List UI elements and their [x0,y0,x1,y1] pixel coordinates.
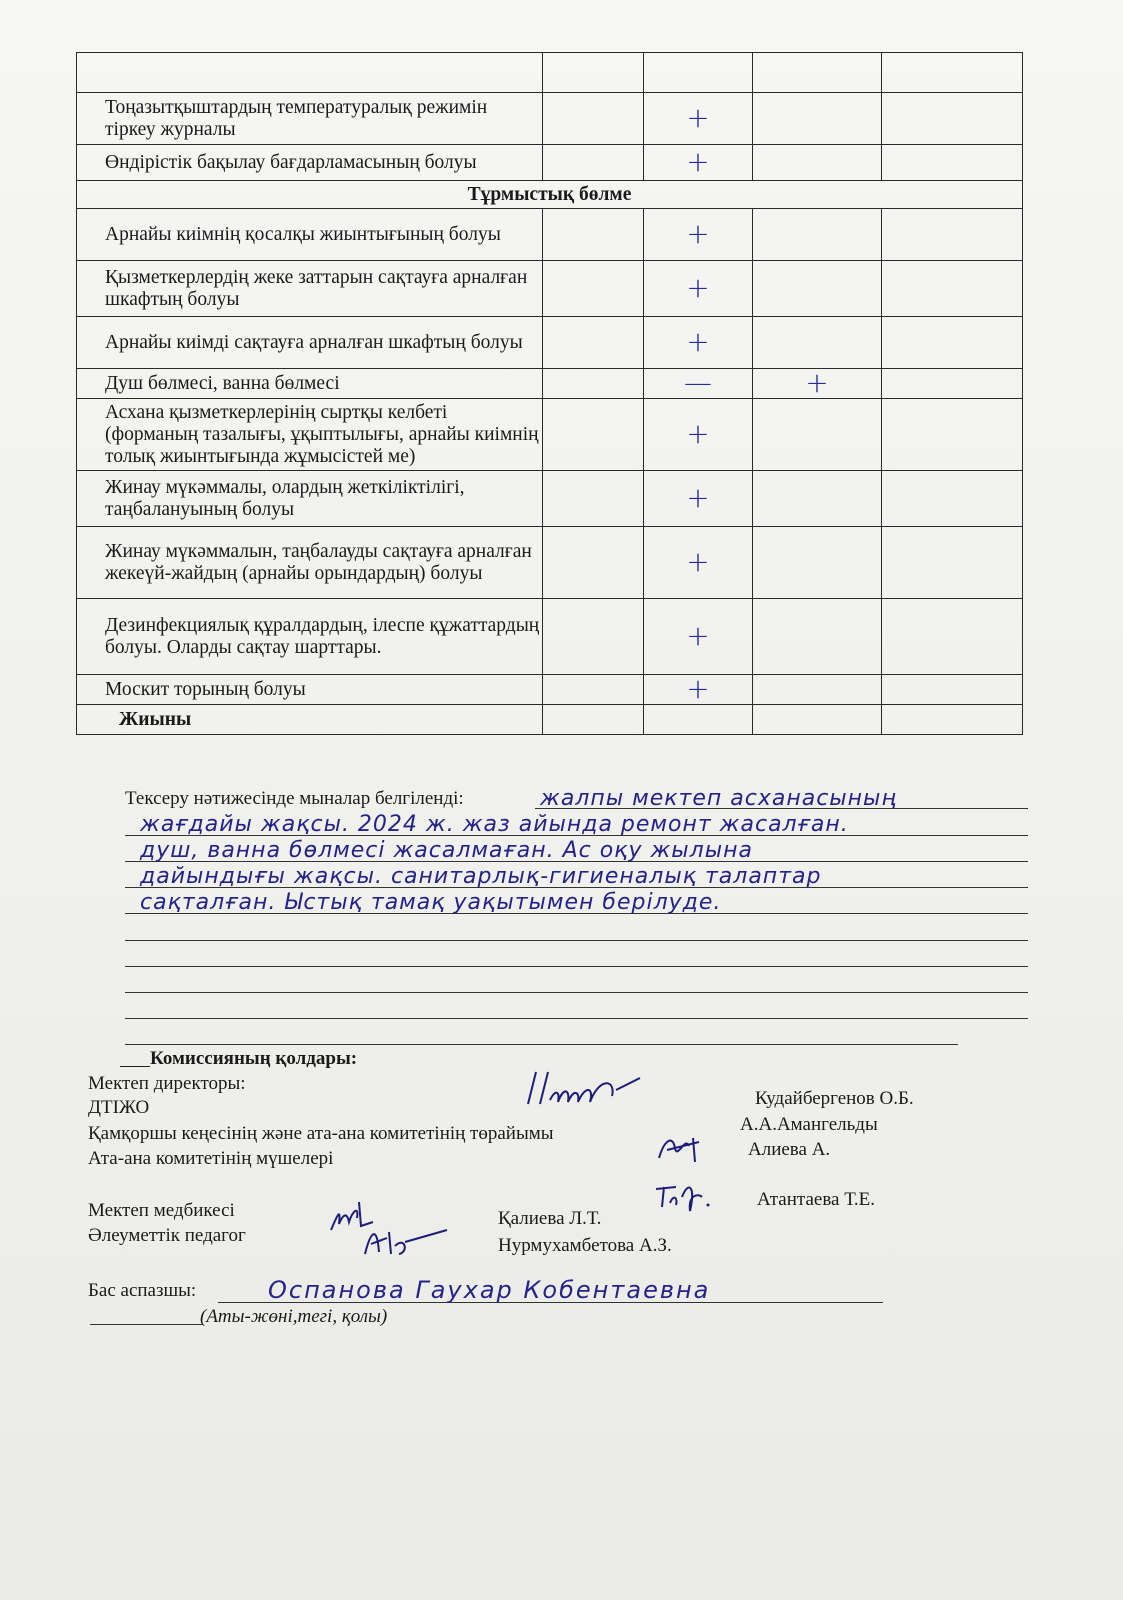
name-social-pedagogue: Нурмухамбетова А.З. [498,1235,672,1256]
mark-cell [644,93,753,145]
name-dtizho: А.А.Амангельды [740,1114,878,1135]
mark-cell [644,366,753,399]
total-label: Жиыны [77,705,543,735]
mark-cell [882,145,1023,181]
table-row [77,93,1023,145]
mark-cell [644,145,753,181]
table-row [77,599,1023,675]
mark-cell [753,317,882,369]
criterion-label [77,53,543,93]
criterion-label: Жинау мүкәммалы, олардың жеткіліктілігі, таңбалануының болуы [77,471,543,527]
handwritten-note-line: дайындығы жақсы. санитарлық-гигиеналық талаптар [140,864,822,889]
note-rule [125,1018,1028,1019]
signature-parent-member [652,1175,712,1215]
total-row [77,705,1023,735]
chef-name-handwritten: Оспанова Гаухар Кобентаевна [268,1276,711,1304]
handwritten-note-line: жағдайы жақсы. 2024 ж. жаз айында ремонт жасалған. [140,812,849,837]
criterion-label: Душ бөлмесі, ванна бөлмесі [77,369,543,399]
handwritten-mark: + [686,545,710,578]
table-row [77,527,1023,599]
mark-cell [882,209,1023,261]
chef-caption: (Аты-жөні,тегі, қолы) [200,1306,388,1327]
handwritten-mark: + [686,325,710,358]
label-social-pedagogue: Әлеуметтік педагог [88,1225,246,1246]
mark-cell [882,93,1023,145]
mark-cell [543,599,644,675]
label-nurse: Мектеп медбикесі [88,1200,235,1221]
label-director: Мектеп директоры: [88,1073,246,1094]
mark-cell [543,399,644,471]
name-board-chair: Алиева А. [748,1139,831,1160]
chef-caption-rule [90,1324,203,1325]
criterion-label: Арнайы киімнің қосалқы жиынтығының болуы [77,209,543,261]
mark-cell [753,93,882,145]
mark-cell [753,209,882,261]
notes-label: Тексеру нәтижесінде мыналар белгіленді: [125,788,464,809]
note-rule [125,992,1028,993]
table-row [77,261,1023,317]
label-board-chair: Қамқоршы кеңесінің және ата-ана комитетінің төрайымы [88,1123,554,1144]
table-row [77,145,1023,181]
table-row [77,399,1023,471]
mark-cell [753,599,882,675]
mark-cell [753,261,882,317]
criterion-label: Өндірістік бақылау бағдарламасының болуы [77,145,543,181]
note-rule [125,966,1028,967]
handwritten-note-line: душ, ванна бөлмесі жасалмаған. Ас оқу жылына [140,838,753,863]
handwritten-mark: + [686,481,710,514]
handwritten-mark: + [686,619,710,652]
signature-board-chair [655,1128,715,1168]
handwritten-mark: — [684,366,712,399]
mark-cell [882,471,1023,527]
label-parent-members: Ата-ана комитетінің мүшелері [88,1148,334,1169]
table-row [77,53,1023,93]
mark-cell [644,471,753,527]
handwritten-mark: + [686,271,710,304]
table-row [77,317,1023,369]
signatures-title: Комиссияның қолдары: [150,1048,358,1069]
name-nurse: Қалиева Л.Т. [498,1208,602,1229]
total-cell [753,705,882,735]
note-rule [125,940,1028,941]
signature-title-underline [120,1066,150,1067]
mark-cell [644,209,753,261]
mark-cell [543,675,644,705]
handwritten-note-line: жалпы мектеп асханасының [540,786,897,811]
handwritten-mark: + [686,417,710,450]
handwritten-mark: + [686,145,710,178]
note-rule [125,1044,958,1045]
label-dtizho: ДТІЖО [88,1097,150,1118]
mark-cell [543,209,644,261]
label-chef: Бас аспазшы: [88,1280,197,1301]
mark-cell [543,527,644,599]
mark-cell [882,261,1023,317]
handwritten-mark: + [805,366,829,399]
table-row [77,209,1023,261]
table-row [77,471,1023,527]
signature-nurse-and-pedagogue [325,1196,455,1266]
mark-cell [543,471,644,527]
mark-cell [753,366,882,399]
mark-cell [882,527,1023,599]
total-cell [543,705,644,735]
criterion-label: Арнайы киімді сақтауға арналған шкафтың болуы [77,317,543,369]
table-row [77,369,1023,399]
total-cell [882,705,1023,735]
criterion-label: Москит торының болуы [77,675,543,705]
name-parent-member: Атантаева Т.Е. [757,1189,876,1210]
section-row [77,181,1023,209]
criterion-label: Асхана қызметкерлерінің сыртқы келбеті (форманың тазалығы, ұқыптылығы, арнайы киімнің толық жиынтығында жұмысістей ме) [77,399,543,471]
mark-cell [753,399,882,471]
mark-cell [644,399,753,471]
total-cell [644,705,753,735]
mark-cell [882,599,1023,675]
table-row [77,675,1023,705]
mark-cell [882,399,1023,471]
mark-cell [644,672,753,705]
mark-cell [882,317,1023,369]
mark-cell [543,145,644,181]
mark-cell [644,599,753,675]
handwritten-mark: + [686,672,710,705]
mark-cell [644,53,753,93]
mark-cell [882,369,1023,399]
mark-cell [543,261,644,317]
name-director: Кудайбергенов О.Б. [755,1088,914,1109]
criterion-label: Жинау мүкәммалын, таңбалауды сақтауға арналған жекеүй-жайдың (арнайы орындардың) болуы [77,527,543,599]
mark-cell [753,53,882,93]
section-heading: Тұрмыстық бөлме [77,181,1023,209]
mark-cell [543,93,644,145]
signature-director [520,1066,660,1116]
handwritten-mark: + [686,217,710,250]
criterion-label: Қызметкерлердің жеке заттарын сақтауға арналған шкафтың болуы [77,261,543,317]
handwritten-mark: + [686,101,710,134]
mark-cell [753,145,882,181]
inspection-table [76,52,1023,735]
mark-cell [644,317,753,369]
mark-cell [543,369,644,399]
handwritten-note-line: сақталған. Ыстық тамақ уақытымен берілуде. [140,890,722,915]
mark-cell [882,53,1023,93]
mark-cell [644,527,753,599]
mark-cell [543,53,644,93]
mark-cell [543,317,644,369]
mark-cell [753,675,882,705]
criterion-label: Дезинфекциялық құралдардың, ілеспе құжаттардың болуы. Оларды сақтау шарттары. [77,599,543,675]
mark-cell [882,675,1023,705]
mark-cell [644,261,753,317]
mark-cell [753,471,882,527]
mark-cell [753,527,882,599]
criterion-label: Тоңазытқыштардың температуралық режимін тіркеу журналы [77,93,543,145]
